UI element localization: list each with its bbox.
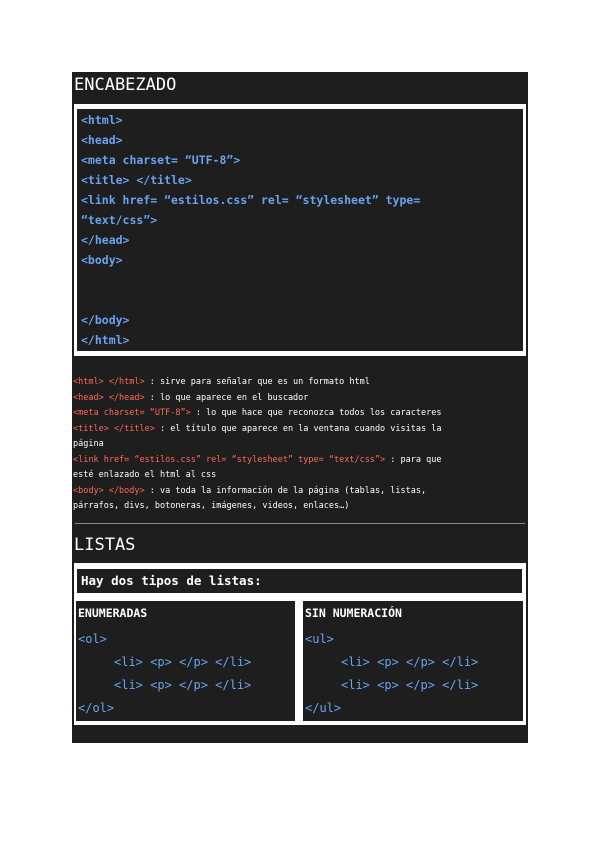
code-line: <link href= “estilos.css” rel= “stylesheet” type=	[81, 193, 421, 207]
ordered-title: ENUMERADAS	[78, 606, 148, 620]
description-row-cont: párrafos, divs, botoneras, imágenes, videos, enlaces…)	[73, 501, 350, 511]
ol-open-tag: <ol>	[78, 632, 107, 646]
unordered-list-cell	[303, 601, 523, 721]
descriptions	[73, 375, 527, 515]
code-line: </html>	[81, 333, 130, 347]
code-line: <title> </title>	[81, 173, 192, 187]
code-line: </head>	[81, 233, 130, 247]
section-divider	[75, 523, 525, 524]
description-row: <body> </body> : va toda la información de la página (tablas, listas,	[73, 485, 427, 496]
ol-close-tag: </ol>	[78, 701, 115, 715]
description-row: <meta charset= “UTF-8”> : lo que hace que reconozca todos los caracteres	[73, 408, 442, 418]
ul-item: <li> <p> </p> </li>	[341, 655, 479, 669]
code-block	[77, 109, 523, 351]
section-title-encabezado: ENCABEZADO	[74, 75, 177, 95]
ul-close-tag: </ul>	[305, 701, 342, 715]
code-line: <html>	[81, 113, 123, 127]
code-line: <body>	[81, 253, 123, 267]
intro-box	[77, 569, 522, 593]
description-row: <head> </head> : lo que aparece en el buscador	[73, 392, 309, 403]
description-row: <html> </html> : sirve para señalar que es un formato html	[73, 377, 370, 387]
ul-open-tag: <ul>	[305, 632, 334, 646]
intro-text: Hay dos tipos de listas:	[81, 573, 262, 588]
ul-item: <li> <p> </p> </li>	[341, 678, 479, 692]
document-sheet	[72, 72, 528, 743]
lists-table	[74, 598, 526, 725]
code-line: “text/css”>	[81, 213, 158, 227]
description-row: <title> </title> : el título que aparece en la ventana cuando visitas la	[73, 423, 442, 434]
ol-item: <li> <p> </p> </li>	[114, 655, 252, 669]
intro-frame	[74, 563, 526, 599]
description-row-cont: página	[73, 439, 104, 449]
section-title-listas: LISTAS	[74, 535, 136, 555]
code-line: <head>	[81, 133, 123, 147]
code-line: <meta charset= “UTF-8”>	[81, 153, 241, 167]
description-row: <link href= “estilos.css” rel= “stylesheet” type= “text/css”> : para que	[73, 454, 442, 465]
ol-item: <li> <p> </p> </li>	[114, 678, 252, 692]
code-line: </body>	[81, 313, 130, 327]
description-row-cont: esté enlazado el html al css	[73, 470, 217, 480]
code-block-frame	[74, 104, 526, 356]
unordered-title: SIN NUMERACIÓN	[305, 606, 402, 620]
ordered-list-cell	[76, 601, 295, 721]
